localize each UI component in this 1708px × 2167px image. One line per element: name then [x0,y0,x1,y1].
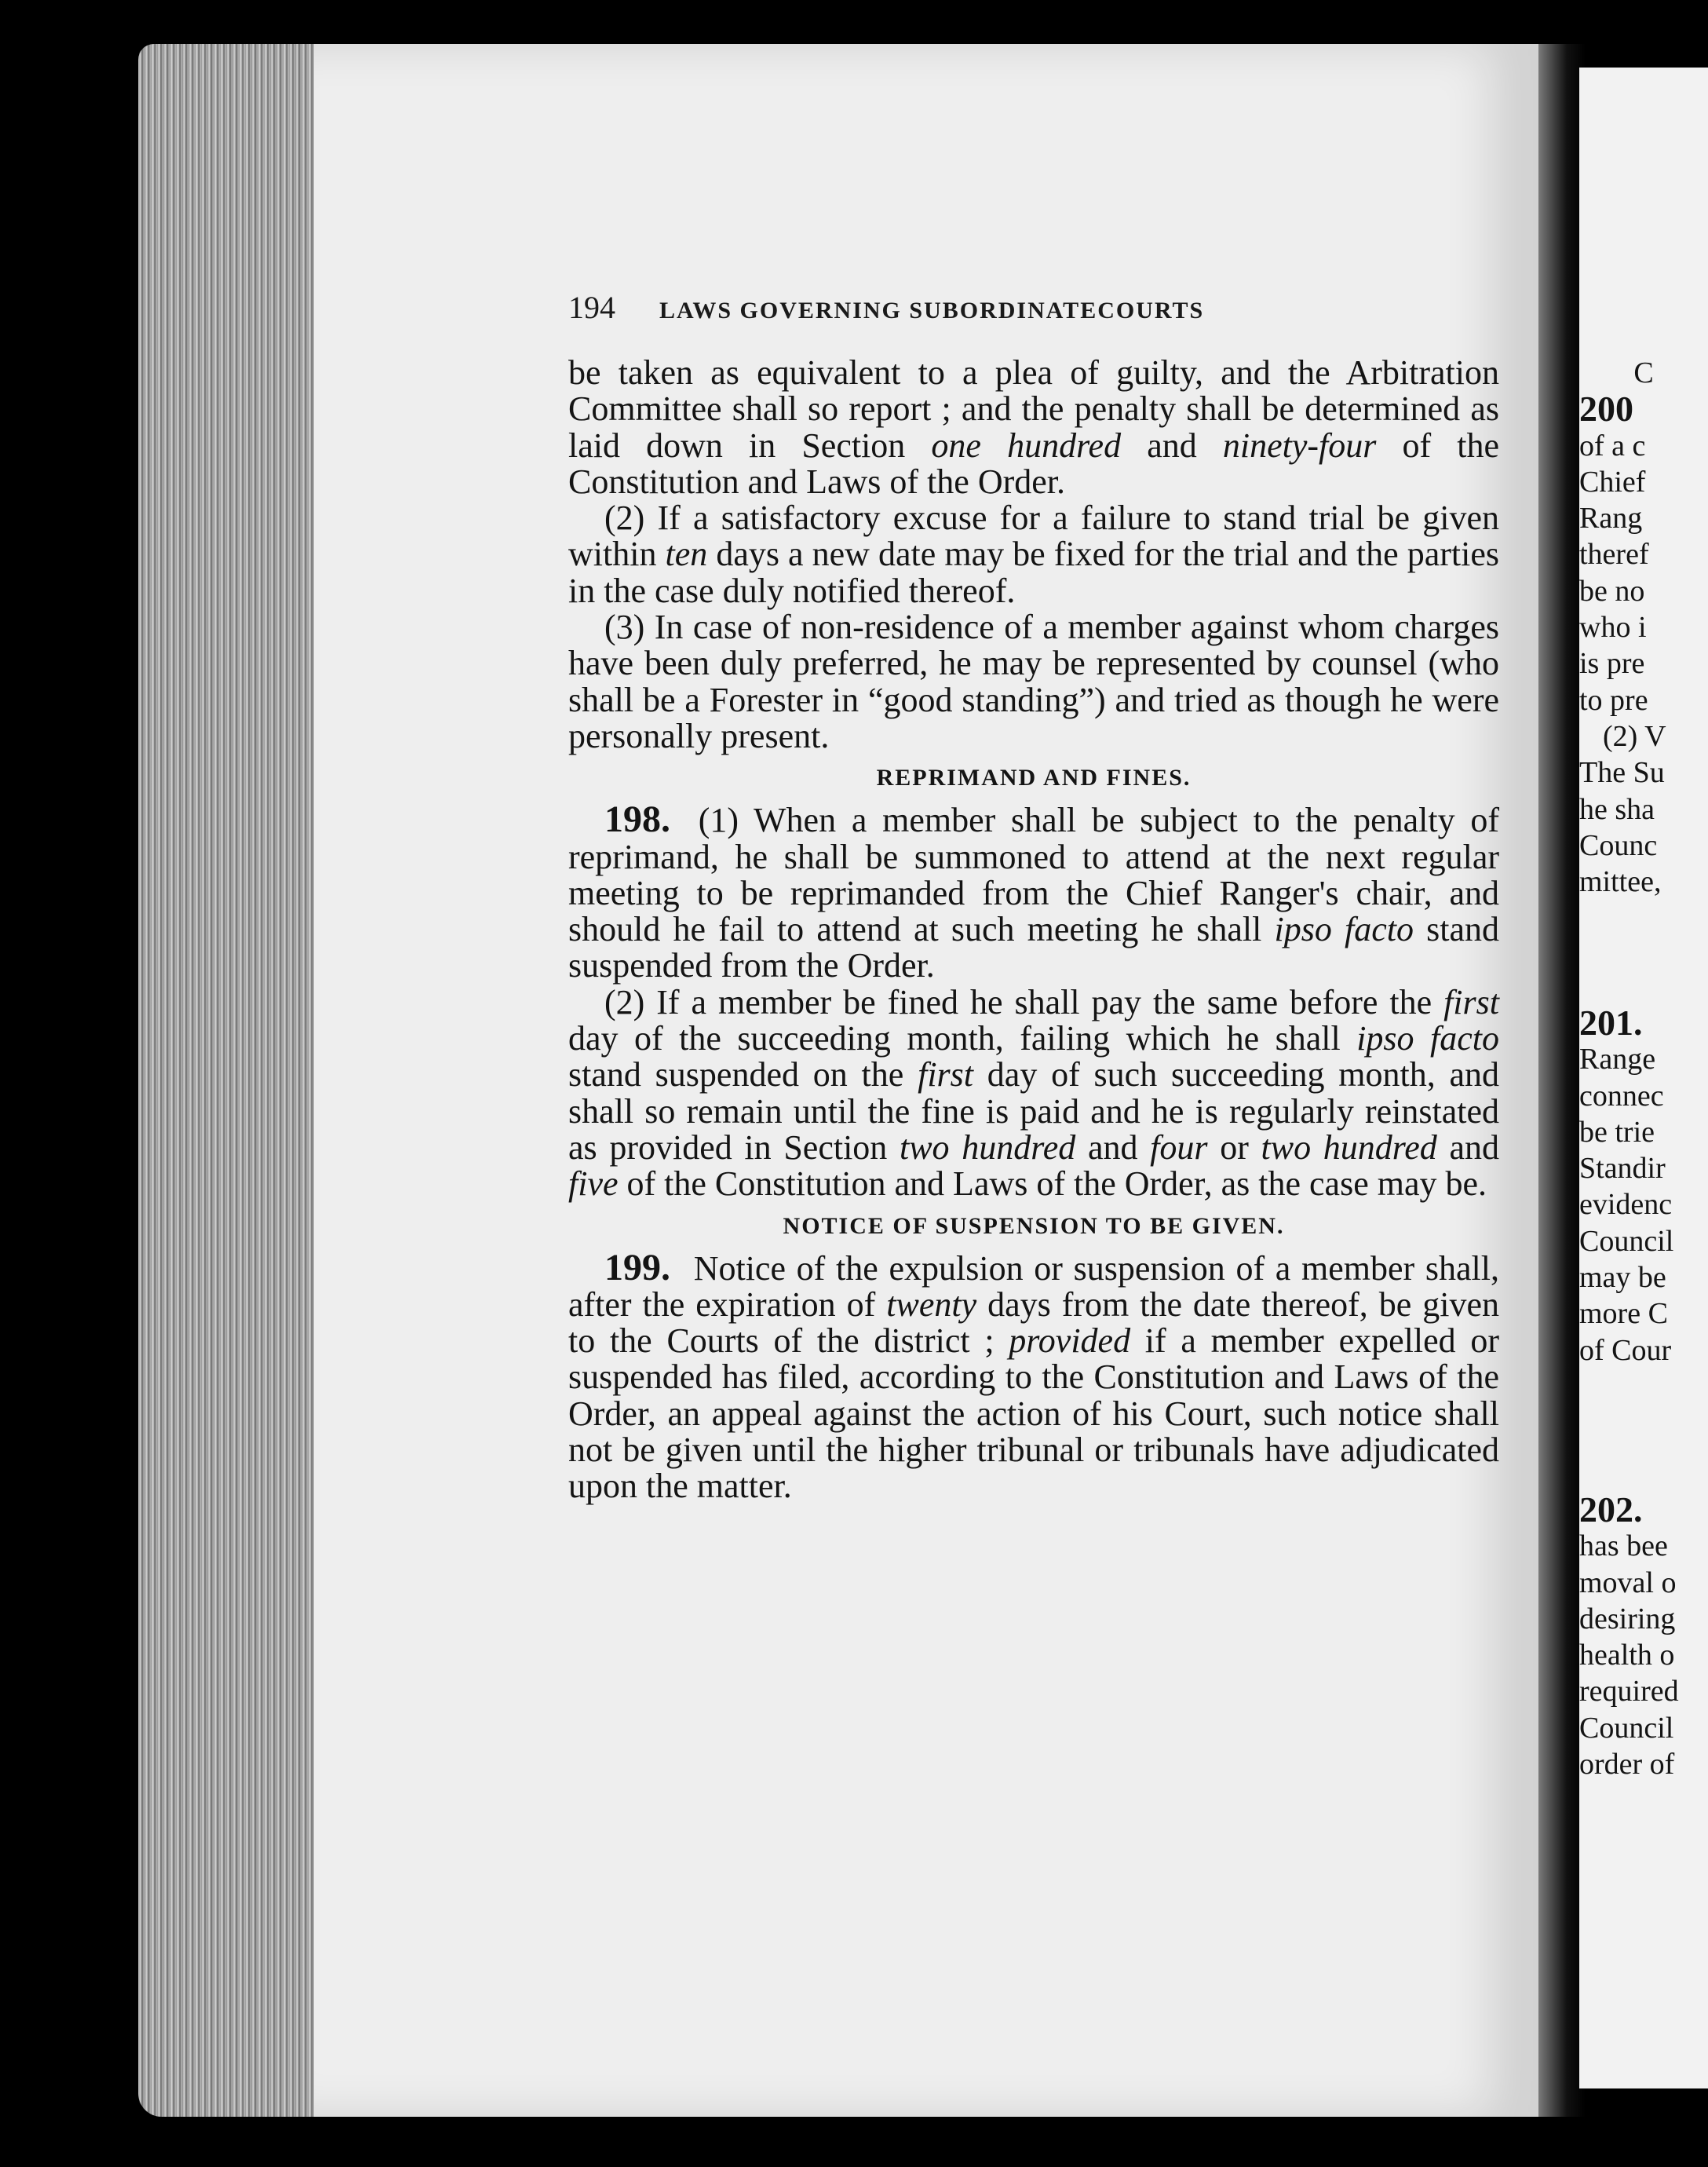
section-number: 199. [604,1246,670,1288]
left-page-text [568,355,1499,1505]
right-line: moval o [1579,1566,1677,1599]
section-198-subsection-2: (2) If a member be fined he shall pay the same before the first day of the succeeding month, failing which he shall ipso facto stand suspended on the first day of such succeeding month, and shall so remain until the fine is paid and he is regularly reinstated as provided in Section two hundred and four or two hundred and five of the Constitution and Laws of the Order, as the case may be. [568,982,1500,1204]
right-line: Standir [1579,1152,1666,1186]
running-head: LAWS GOVERNING SUBORDINATECOURTS [659,298,1205,323]
right-page-text-block-3 [1579,1492,1708,1782]
right-line: evidenc [1579,1188,1673,1222]
right-line: 201. [1579,1005,1643,1043]
right-line: C [1633,356,1654,389]
subsection-2: (2) If a satisfactory excuse for a failure to stand trial be given within ten days a new date may be fixed for the trial and the parties in the case duly notified thereof. [568,499,1499,610]
right-line: Rang [1579,502,1643,535]
section-199: 199. Notice of the expulsion or suspension of a member shall, after the expiration of twenty days from the date thereof, be given to the Courts of the district ; provided if a member expelled or suspended has filed, according to the Constitution and Laws of the Order, an appeal against the action of his Court, such notice shall not be given until the higher tribunal or tribunals have adjudicated upon the matter. [568,1246,1499,1506]
right-line: of Cour [1579,1333,1672,1367]
paragraph-continuation: be taken as equivalent to a plea of guilty, and the Arbitration Committee shall so report ; and the penalty shall be determined as laid down in Section one hundred and ninety-four of the Constitution and Laws of the Order. [568,353,1500,501]
right-line: required [1579,1675,1679,1708]
heading-notice-of-suspension: NOTICE OF SUSPENSION TO BE GIVEN. [783,1212,1285,1239]
book-page-edges [138,44,319,2117]
right-line: 202. [1579,1492,1643,1529]
right-line: may be [1579,1261,1666,1295]
right-line: be trie [1579,1115,1655,1149]
right-line: Council [1579,1224,1674,1258]
right-line: health o [1579,1639,1675,1672]
right-line: 200 [1579,389,1633,429]
right-page-text-block-2 [1579,1005,1708,1369]
right-line: Chief [1579,465,1646,499]
right-line: to pre [1579,683,1648,717]
right-line: who i [1579,611,1647,645]
book-gutter [1538,44,1586,2117]
subsection-3: (3) In case of non-residence of a member against whom charges have been duly preferred, he may be represented by counsel (who shall be a Forester in “good standing”) and tried as though he were personally present. [568,608,1499,755]
right-line: The Su [1579,756,1665,790]
right-line: be no [1579,574,1645,608]
right-line: more C [1579,1297,1668,1331]
right-line: theref [1579,538,1649,572]
heading-reprimand-and-fines: REPRIMAND AND FINES. [876,765,1192,791]
right-line: Council [1579,1711,1674,1745]
section-number: 198. [604,798,670,841]
right-line: of a c [1579,429,1646,462]
section-198: 198. (1) When a member shall be subject to the penalty of reprimand, he shall be summoned to attend at the next regular meeting to be reprimanded from the Chief Ranger's chair, and should he fail to attend at such meeting he shall ipso facto stand suspended from the Order. [568,798,1499,985]
right-line: has bee [1579,1529,1668,1563]
right-line: order of [1579,1748,1675,1781]
right-line: connec [1579,1079,1664,1113]
page-header [568,289,1499,326]
right-line: Counc [1579,828,1658,862]
right-line: desiring [1579,1602,1676,1635]
right-line: he sha [1579,792,1655,826]
page-number: 194 [568,290,615,325]
right-page-text-block-1 [1579,355,1708,900]
right-line: is pre [1579,647,1645,681]
right-line: (2) V [1603,719,1666,753]
right-line: Range [1579,1043,1656,1076]
right-line: mittee, [1579,865,1662,899]
